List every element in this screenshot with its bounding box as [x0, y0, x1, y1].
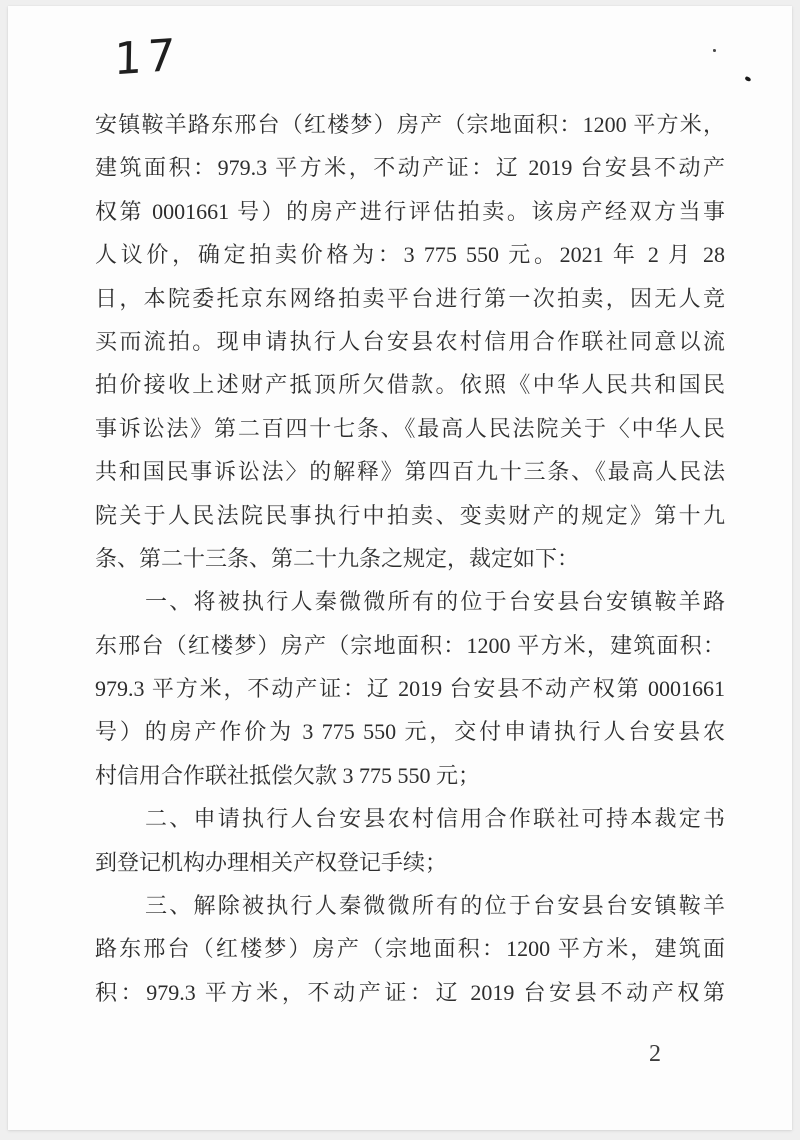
document-page [8, 6, 792, 1130]
text-line: 号）的房产作价为 3 775 550 元，交付申请执行人台安县农 [95, 719, 725, 745]
handwritten-page-index: 17 [113, 29, 181, 86]
text-line: 979.3 平方米，不动产证：辽 2019 台安县不动产权第 0001661 [95, 676, 725, 702]
text-line: 买而流拍。现申请执行人台安县农村信用合作联社同意以流 [95, 328, 725, 354]
text-line: 院关于人民法院民事执行中拍卖、变卖财产的规定》第十九 [95, 502, 725, 528]
text-line: 日，本院委托京东网络拍卖平台进行第一次拍卖，因无人竞 [95, 285, 725, 311]
text-line-item-2: 二、申请执行人台安县农村信用合作联社可持本裁定书 [145, 806, 725, 832]
text-line: 人议价，确定拍卖价格为：3 775 550 元。2021 年 2 月 28 [95, 242, 725, 268]
text-line: 权第 0001661 号）的房产进行评估拍卖。该房产经双方当事 [95, 198, 725, 224]
text-line: 安镇鞍羊路东邢台（红楼梦）房产（宗地面积：1200 平方米， [95, 112, 725, 137]
text-line: 积：979.3 平方米，不动产证：辽 2019 台安县不动产权第 [95, 979, 725, 1005]
text-line: 村信用合作联社抵偿欠款 3 775 550 元； [95, 762, 481, 788]
text-line-item-3: 三、解除被执行人秦微微所有的位于台安县台安镇鞍羊 [145, 893, 725, 919]
text-line-item-1: 一、将被执行人秦微微所有的位于台安县台安镇鞍羊路 [145, 589, 725, 615]
text-line: 共和国民事诉讼法〉的解释》第四百九十三条、《最高人民法 [95, 459, 725, 485]
text-line: 拍价接收上述财产抵顶所欠借款。依照《中华人民共和国民 [95, 372, 725, 398]
ruling-text-body [95, 103, 725, 1014]
text-line: 事诉讼法》第二百四十七条、《最高人民法院关于〈中华人民 [95, 415, 725, 441]
text-line: 建筑面积：979.3 平方米，不动产证：辽 2019 台安县不动产 [95, 155, 725, 181]
text-line: 条、第二十三条、第二十九条之规定，裁定如下： [95, 545, 580, 571]
text-line: 到登记机构办理相关产权登记手续； [95, 849, 448, 875]
page-number: 2 [649, 1041, 661, 1067]
ink-speck [713, 49, 716, 52]
text-line: 路东邢台（红楼梦）房产（宗地面积：1200 平方米，建筑面 [95, 936, 725, 962]
text-line: 东邢台（红楼梦）房产（宗地面积：1200 平方米，建筑面积： [95, 632, 725, 658]
ink-speck [744, 76, 751, 82]
